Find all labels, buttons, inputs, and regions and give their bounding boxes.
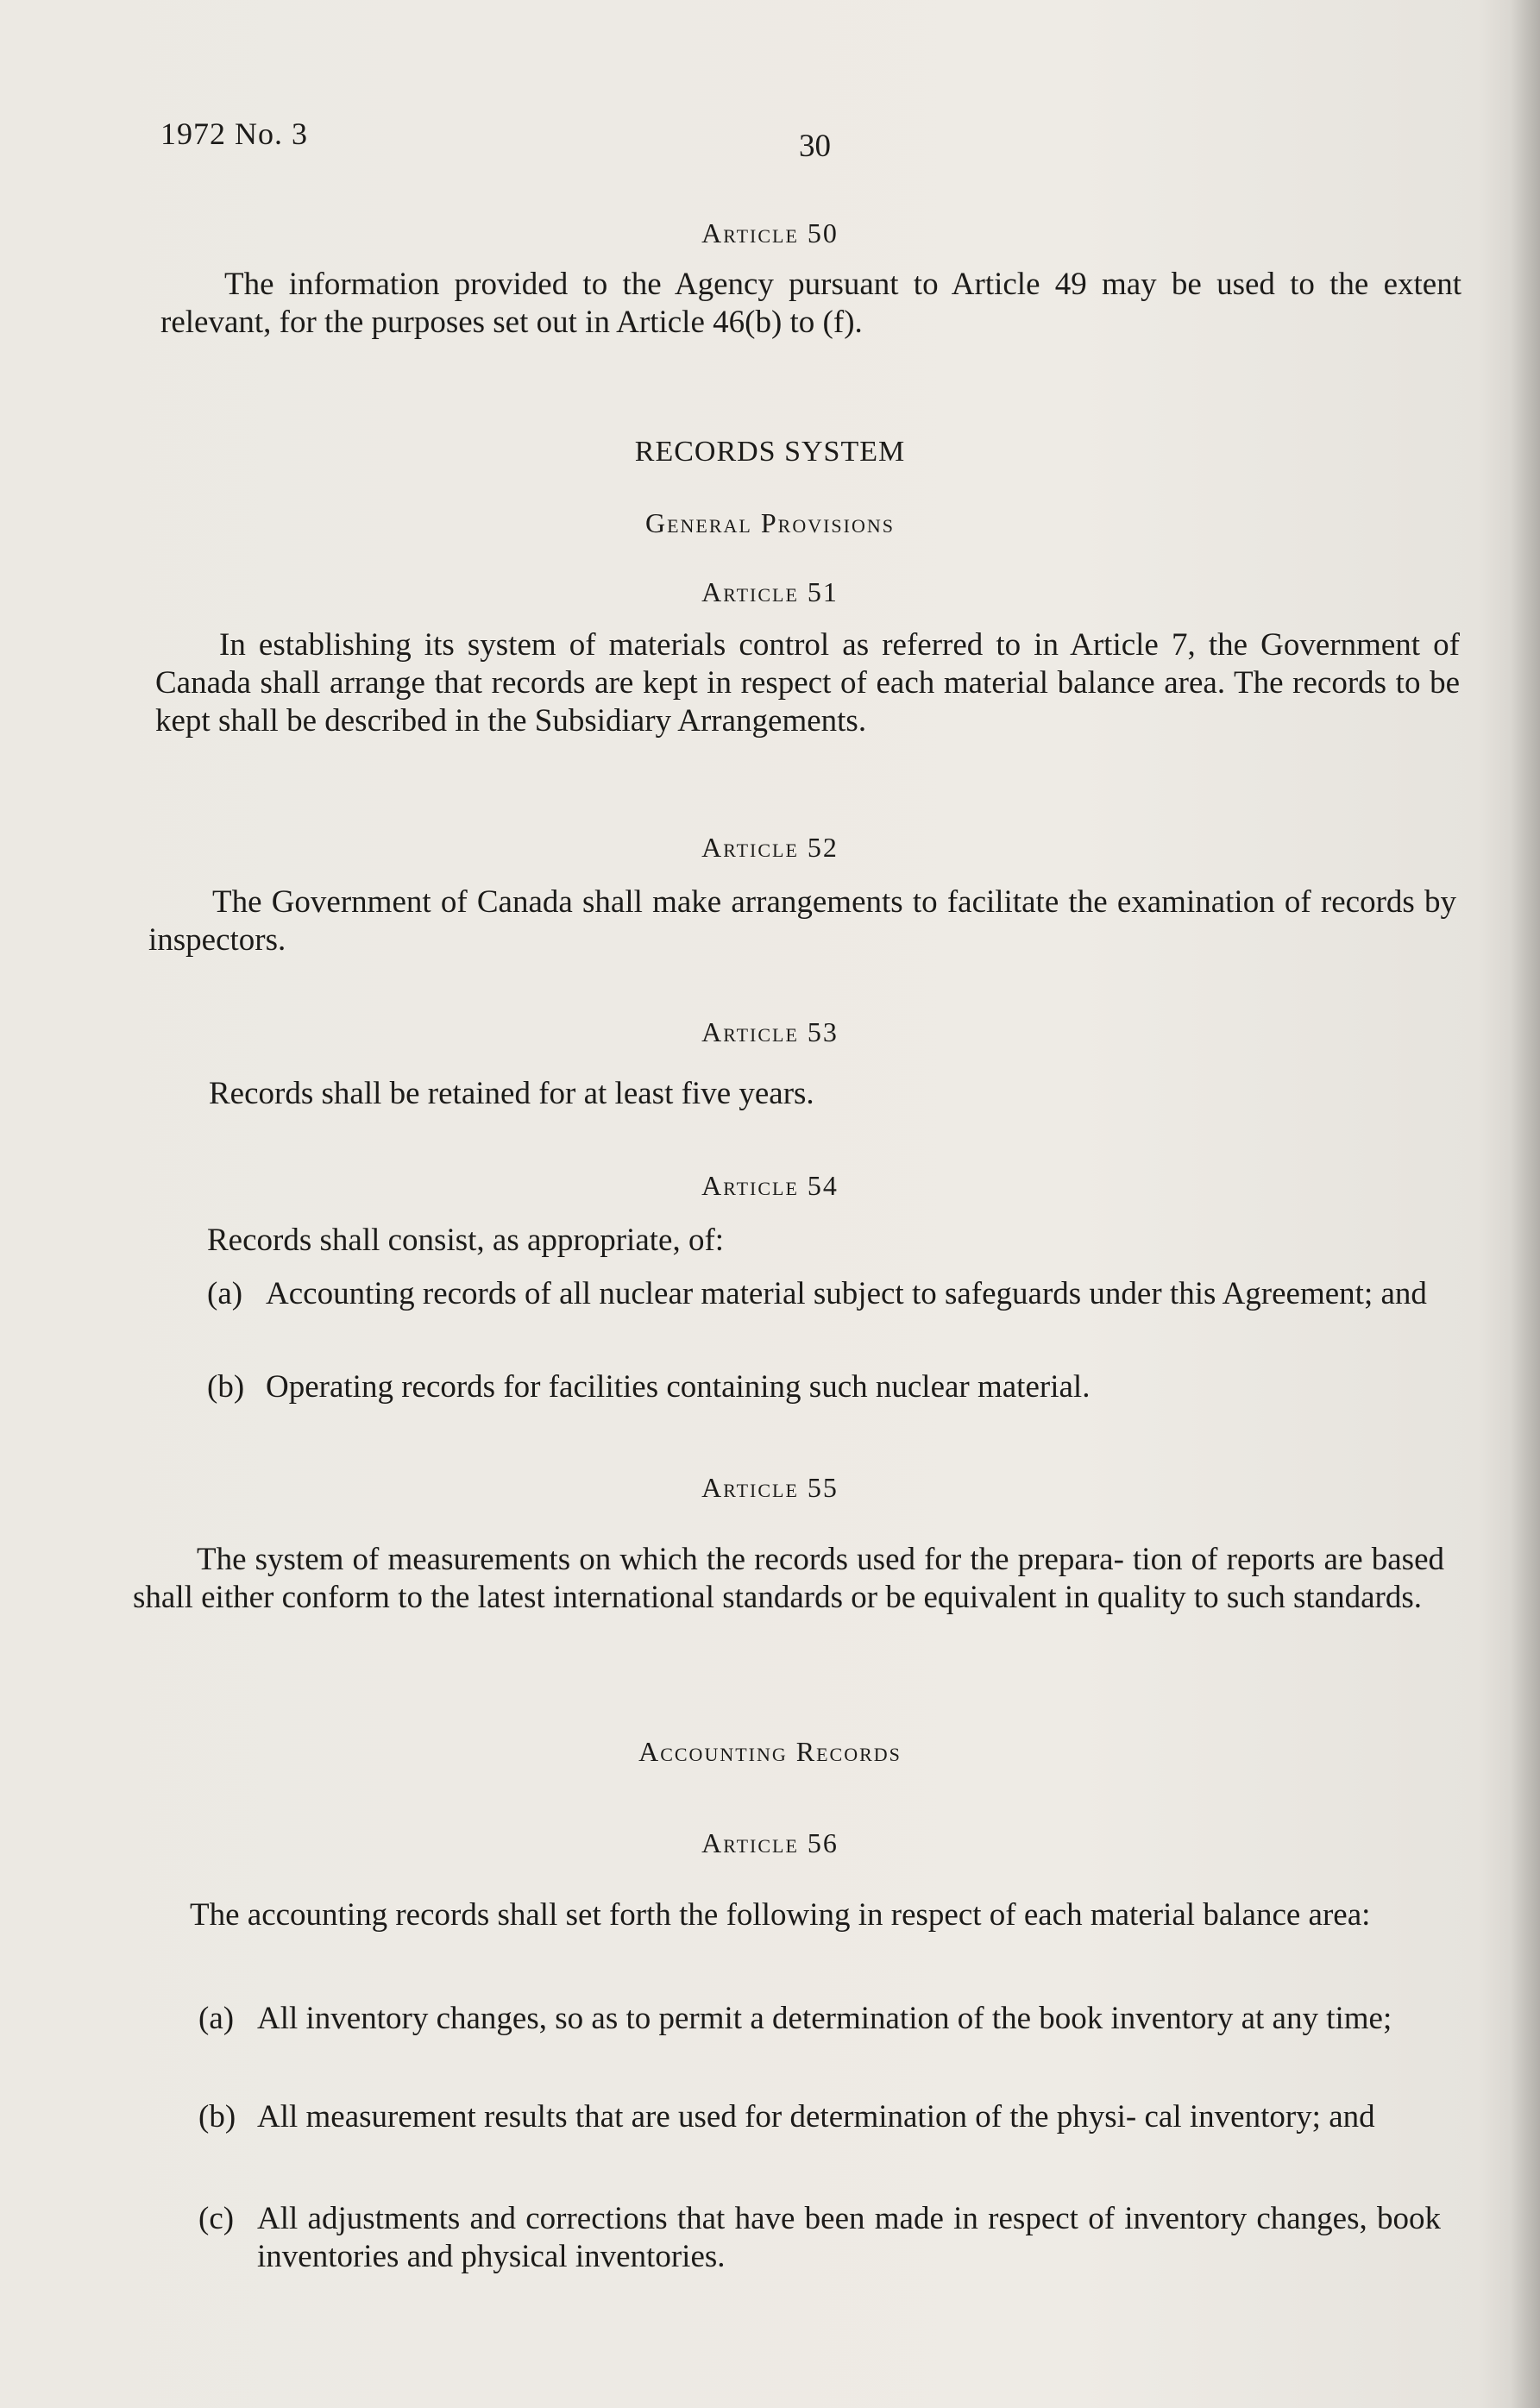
article-50-heading: Article 50 bbox=[701, 217, 839, 248]
item-text: Accounting records of all nuclear material subject to safeguards under this Agreement; and bbox=[266, 1276, 1427, 1311]
article-56-item-a bbox=[198, 2000, 1441, 2038]
accounting-records-heading: Accounting Records bbox=[638, 1736, 902, 1767]
article-52-text: The Government of Canada shall make arrangements to facilitate the examination of records by inspectors. bbox=[148, 884, 1456, 958]
article-55-heading: Article 55 bbox=[701, 1472, 839, 1503]
general-provisions-heading: General Provisions bbox=[644, 507, 896, 538]
item-label: (a) bbox=[198, 2001, 235, 2036]
article-54-item-a bbox=[207, 1275, 1449, 1313]
item-text: Operating records for facilities containing such nuclear material. bbox=[266, 1369, 1091, 1405]
records-system-heading: RECORDS SYSTEM bbox=[634, 436, 906, 468]
article-56-item-b bbox=[198, 2098, 1441, 2136]
article-54-item-b bbox=[207, 1368, 1449, 1406]
item-text: All adjustments and corrections that have been made in respect of inventory changes, book inventories and physical inventories. bbox=[257, 2201, 1441, 2274]
article-53-heading: Article 53 bbox=[701, 1016, 839, 1047]
item-label: (c) bbox=[198, 2201, 235, 2236]
item-label: (a) bbox=[207, 1276, 243, 1311]
article-56-text: The accounting records shall set forth the following in respect of each material balance area: bbox=[190, 1897, 1371, 1933]
item-label: (b) bbox=[198, 2099, 236, 2135]
article-55-text: The system of measurements on which the records used for the prepara- tion of reports are based shall either conform to the latest international standards or be equivalent in quality to such standards. bbox=[133, 1542, 1444, 1615]
article-54-heading: Article 54 bbox=[701, 1170, 839, 1201]
article-51-text: In establishing its system of materials control as referred to in Article 7, the Government of Canada shall arrange that records are kept in respect of each material balance area. The records to be kept shall be described in the Subsidiary Arrangements. bbox=[155, 627, 1460, 739]
article-53-text: Records shall be retained for at least five years. bbox=[209, 1076, 814, 1111]
item-label: (b) bbox=[207, 1369, 245, 1405]
article-50-text: The information provided to the Agency pursuant to Article 49 may be used to the extent relevant, for the purposes set out in Article 46(b) to (f). bbox=[160, 267, 1461, 340]
page-number: 30 bbox=[799, 129, 831, 164]
article-51-heading: Article 51 bbox=[701, 576, 839, 607]
item-text: All inventory changes, so as to permit a determination of the book inventory at any time; bbox=[257, 2001, 1392, 2036]
article-52-heading: Article 52 bbox=[701, 832, 839, 863]
article-54-text: Records shall consist, as appropriate, of: bbox=[207, 1223, 725, 1258]
header-citation: 1972 No. 3 bbox=[160, 116, 308, 151]
article-56-item-c bbox=[198, 2200, 1441, 2276]
page-edge-shadow bbox=[1511, 0, 1540, 2408]
item-text: All measurement results that are used for determination of the physi- cal inventory; and bbox=[257, 2099, 1375, 2135]
article-56-heading: Article 56 bbox=[701, 1827, 839, 1858]
